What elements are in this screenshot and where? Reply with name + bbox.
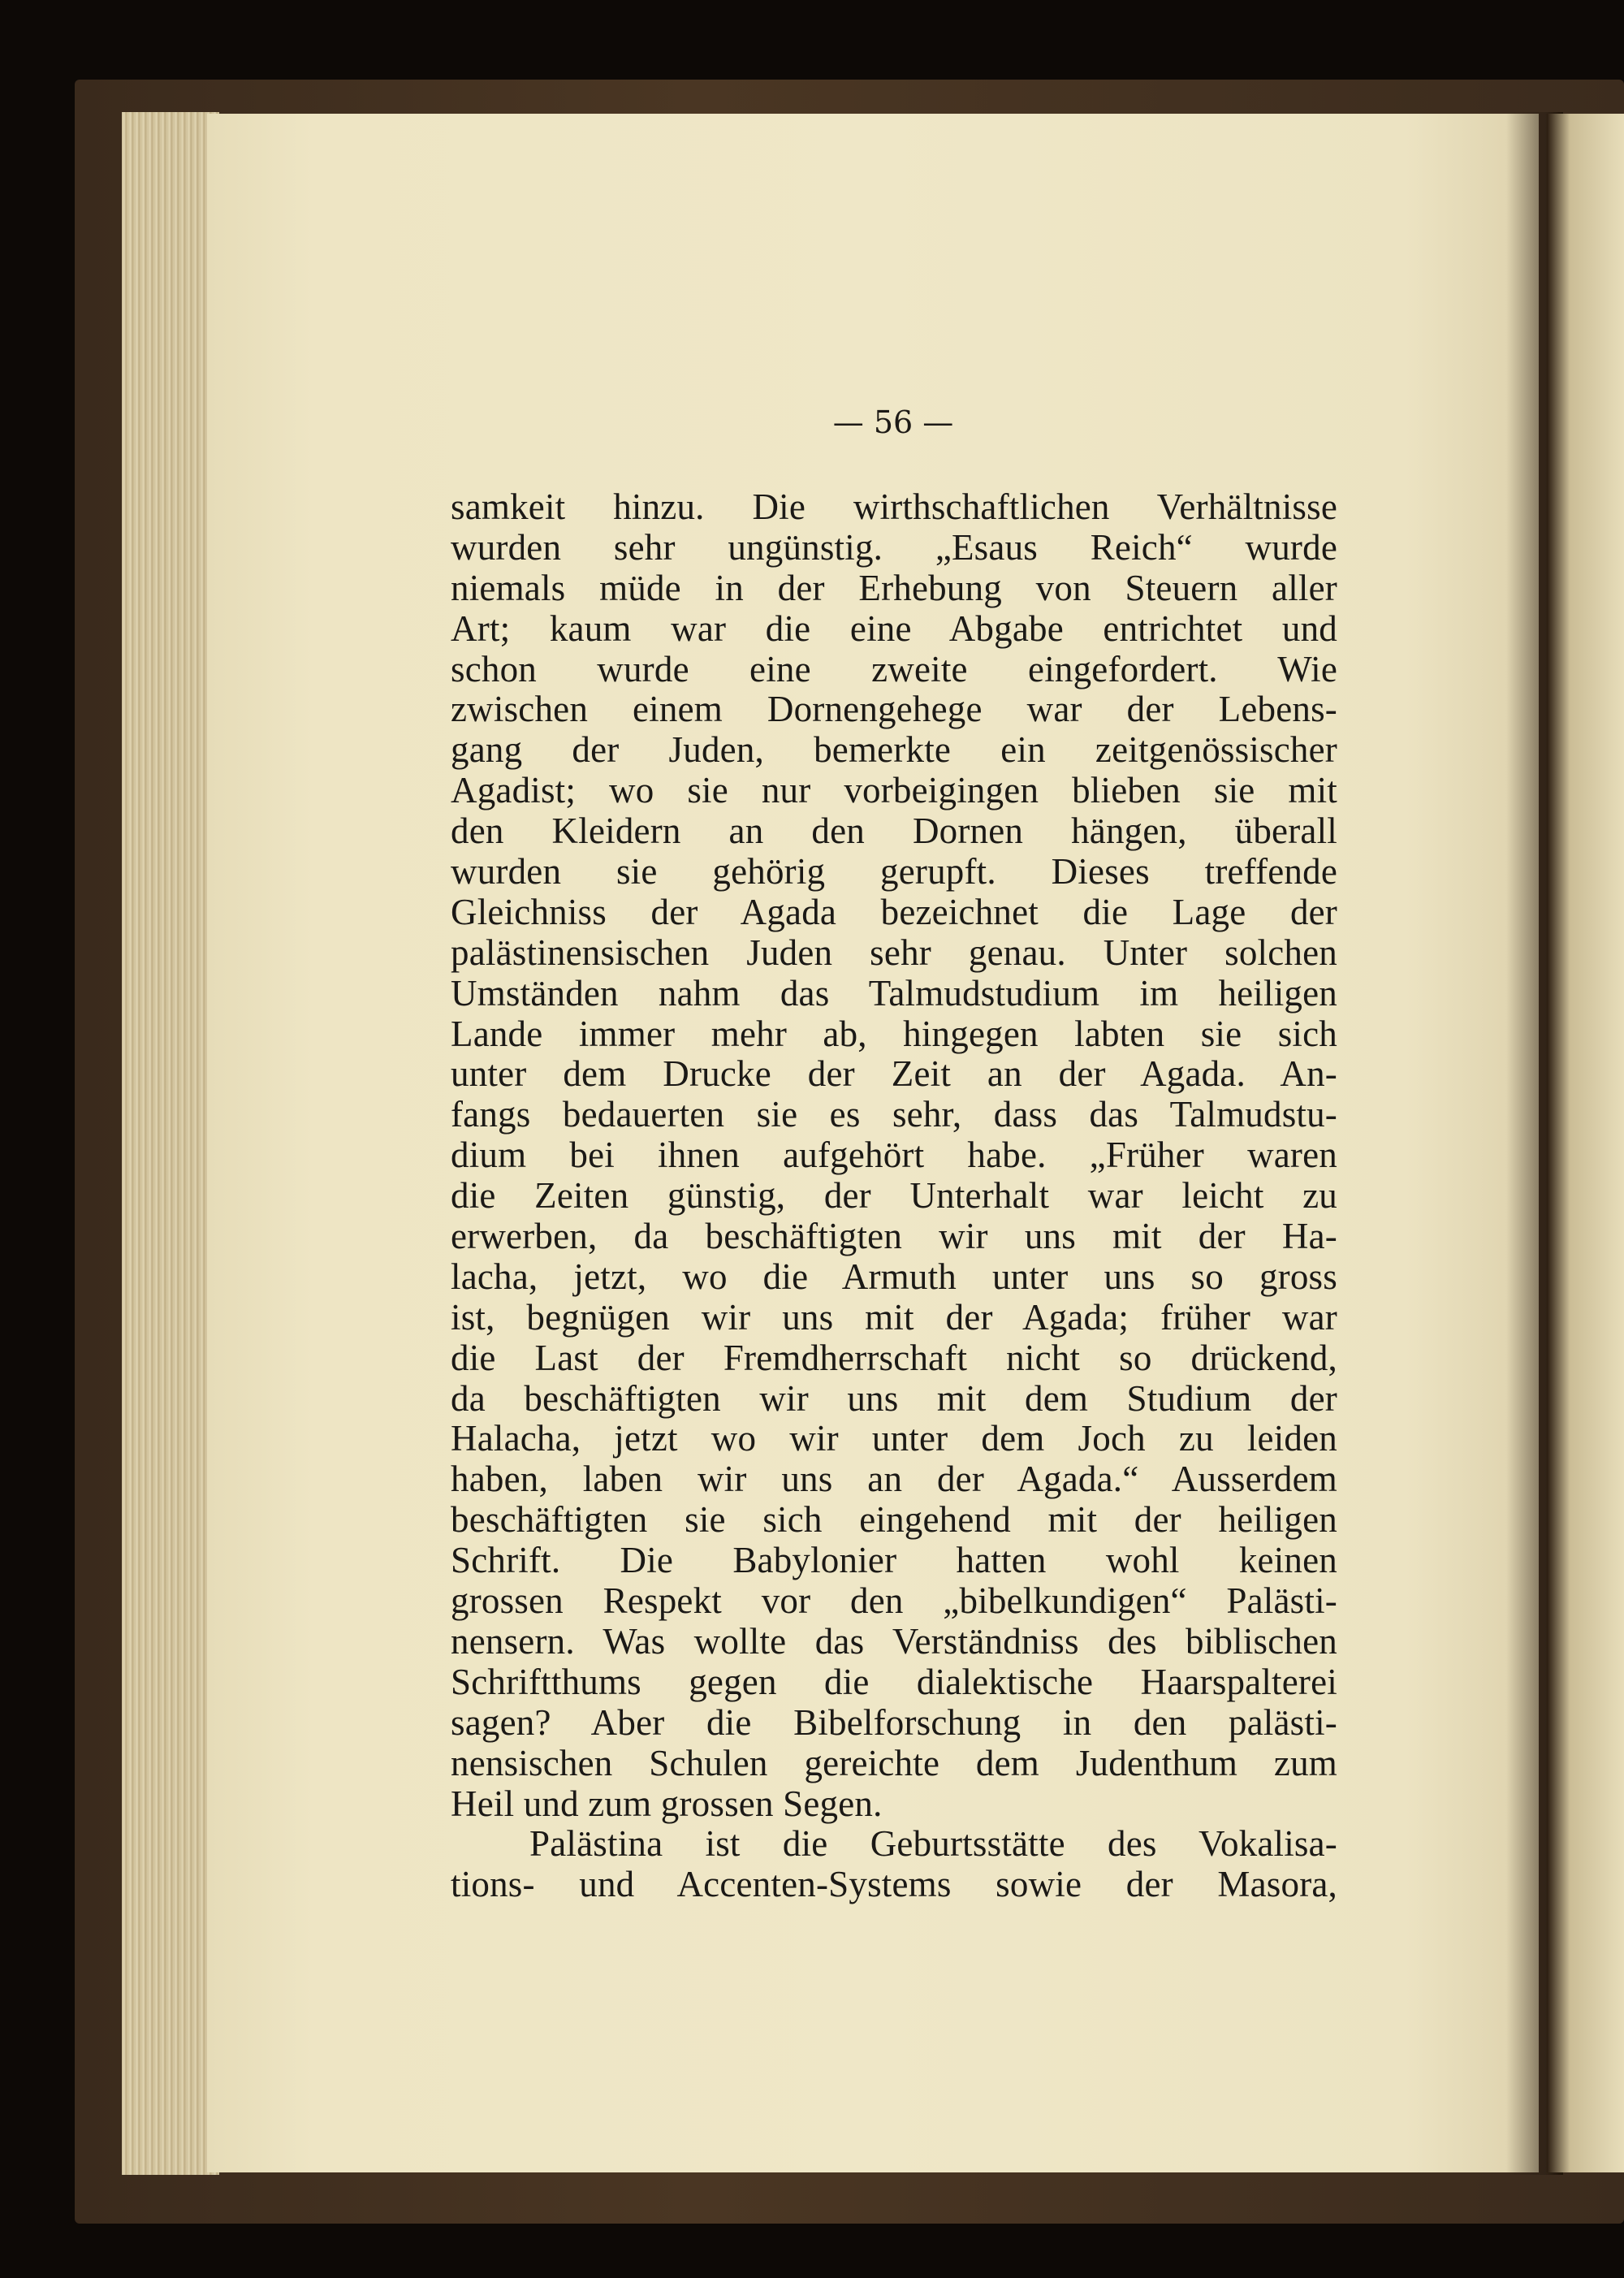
text-line: Halacha, jetzt wo wir unter dem Joch zu leiden [451,1418,1337,1459]
text-line: zwischen einem Dornengehege war der Lebens- [451,689,1337,730]
body-text [451,487,1337,1905]
text-line: nensischen Schulen gereichte dem Judenthum zum [451,1742,1337,1783]
text-line: lacha, jetzt, wo die Armuth unter uns so gross [451,1256,1337,1297]
text-line: beschäftigten sie sich eingehend mit der heiligen [451,1499,1337,1541]
text-line: wurden sehr ungünstig. „Esaus Reich“ wurde [451,526,1337,568]
text-line: wurden sie gehörig gerupft. Dieses treffende [451,851,1337,893]
text-line: unter dem Drucke der Zeit an der Agada. An- [451,1053,1337,1095]
text-line: Heil und zum grossen Segen. [451,1783,883,1824]
text-line: samkeit hinzu. Die wirthschaftlichen Verhältnisse [451,486,1337,527]
text-line: dium bei ihnen aufgehört habe. „Früher waren [451,1135,1337,1176]
text-line: gang der Juden, bemerkte ein zeitgenössischer [451,729,1337,771]
text-line: Schrift. Die Babylonier hatten wohl keinen [451,1540,1337,1581]
text-line: die Last der Fremdherrschaft nicht so drückend, [451,1337,1337,1378]
text-line: Lande immer mehr ab, hingegen labten sie sich [451,1013,1337,1054]
text-line: Art; kaum war die eine Abgabe entrichtet und [451,607,1337,649]
text-line: ist, begnügen wir uns mit der Agada; früher war [451,1296,1337,1338]
text-line: erwerben, da beschäftigten wir uns mit der Ha- [451,1216,1337,1257]
text-line: Palästina ist die Geburtsstätte des Vokalisa- [529,1823,1337,1865]
text-line: Umständen nahm das Talmudstudium im heiligen [451,972,1337,1014]
text-line: schon wurde eine zweite eingefordert. Wie [451,648,1337,689]
text-line: die Zeiten günstig, der Unterhalt war leicht zu [451,1175,1337,1217]
text-line: fangs bedauerten sie es sehr, dass das Talmudstu- [451,1094,1337,1135]
text-line: grossen Respekt vor den „bibelkundigen“ Palästi- [451,1580,1337,1622]
text-line: haben, laben wir uns an der Agada.“ Ausserdem [451,1459,1337,1500]
text-line: niemals müde in der Erhebung von Steuern aller [451,567,1337,608]
text-line: den Kleidern an den Dornen hängen, überall [451,810,1337,852]
page-number: — 56 — [832,404,954,440]
text-line: Gleichniss der Agada bezeichnet die Lage der [451,891,1337,932]
next-page-edge [1547,114,1624,2172]
text-line: tions- und Accenten-Systems sowie der Masora, [451,1864,1337,1905]
text-line: nensern. Was wollte das Verständniss des biblischen [451,1620,1337,1662]
page-edges [122,112,219,2175]
text-line: da beschäftigten wir uns mit dem Studium der [451,1377,1337,1419]
text-line: palästinensischen Juden sehr genau. Unter solchen [451,932,1337,973]
text-line: Schriftthums gegen die dialektische Haarspalterei [451,1661,1337,1702]
text-line: sagen? Aber die Bibelforschung in den palästi- [451,1701,1337,1743]
text-line: Agadist; wo sie nur vorbeigingen blieben sie mit [451,770,1337,811]
